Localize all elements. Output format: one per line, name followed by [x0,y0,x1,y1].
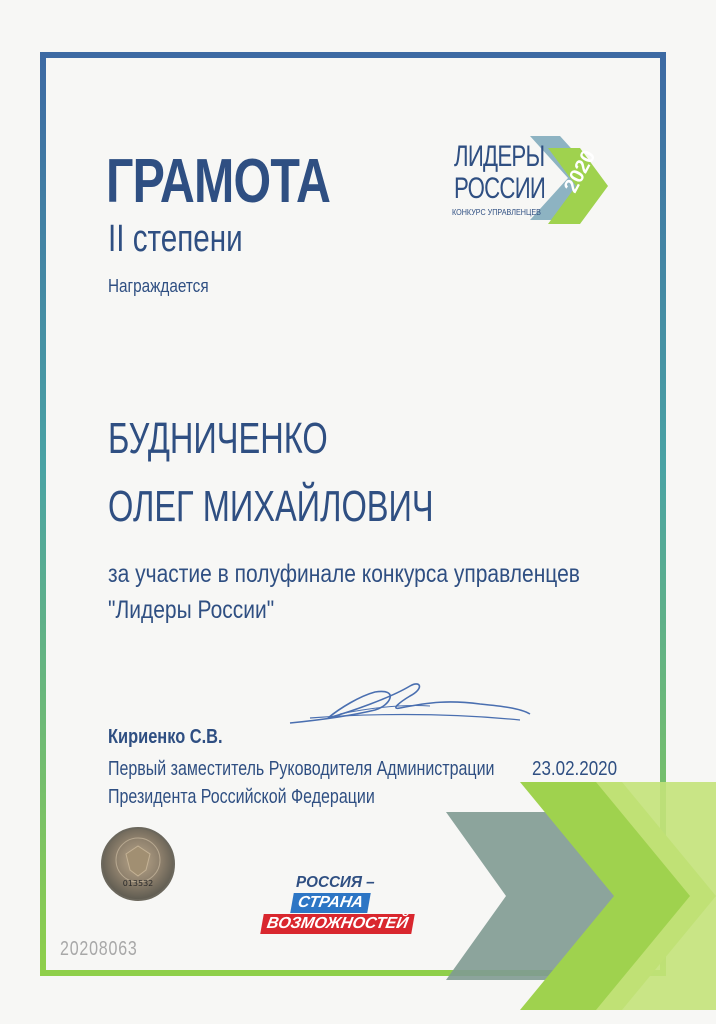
hologram-seal [100,826,176,902]
signer-position-line1: Первый заместитель Руководителя Администрации [108,758,495,780]
certificate-title: ГРАМОТА [106,147,331,216]
logo-year: 2020 [560,146,601,197]
recipient-given-names: ОЛЕГ МИХАЙЛОВИЧ [108,482,434,531]
seal-number: 013532 [122,879,154,888]
award-reason-line2: "Лидеры России" [108,596,275,624]
logo-subtitle: КОНКУРС УПРАВЛЕНЦЕВ [452,208,541,217]
signer-position-line2: Президента Российской Федерации [108,786,375,808]
brand-line1: РОССИЯ – [296,874,375,891]
brand-line2: СТРАНА [290,893,371,913]
certificate-degree: II степени [108,218,243,260]
logo-text-line2: РОССИИ [454,172,546,205]
brand-line3: ВОЗМОЖНОСТЕЙ [260,914,414,934]
document-number: 20208063 [60,938,138,960]
award-reason-line1: за участие в полуфинале конкурса управленцев [108,560,580,588]
signer-name: Кириенко С.В. [108,726,223,748]
recipient-surname: БУДНИЧЕНКО [108,414,328,463]
certificate-date: 23.02.2020 [532,758,618,780]
awarded-label: Награждается [108,276,209,296]
logo-text-line1: ЛИДЕРЫ [454,140,545,173]
signature-image [280,668,540,738]
